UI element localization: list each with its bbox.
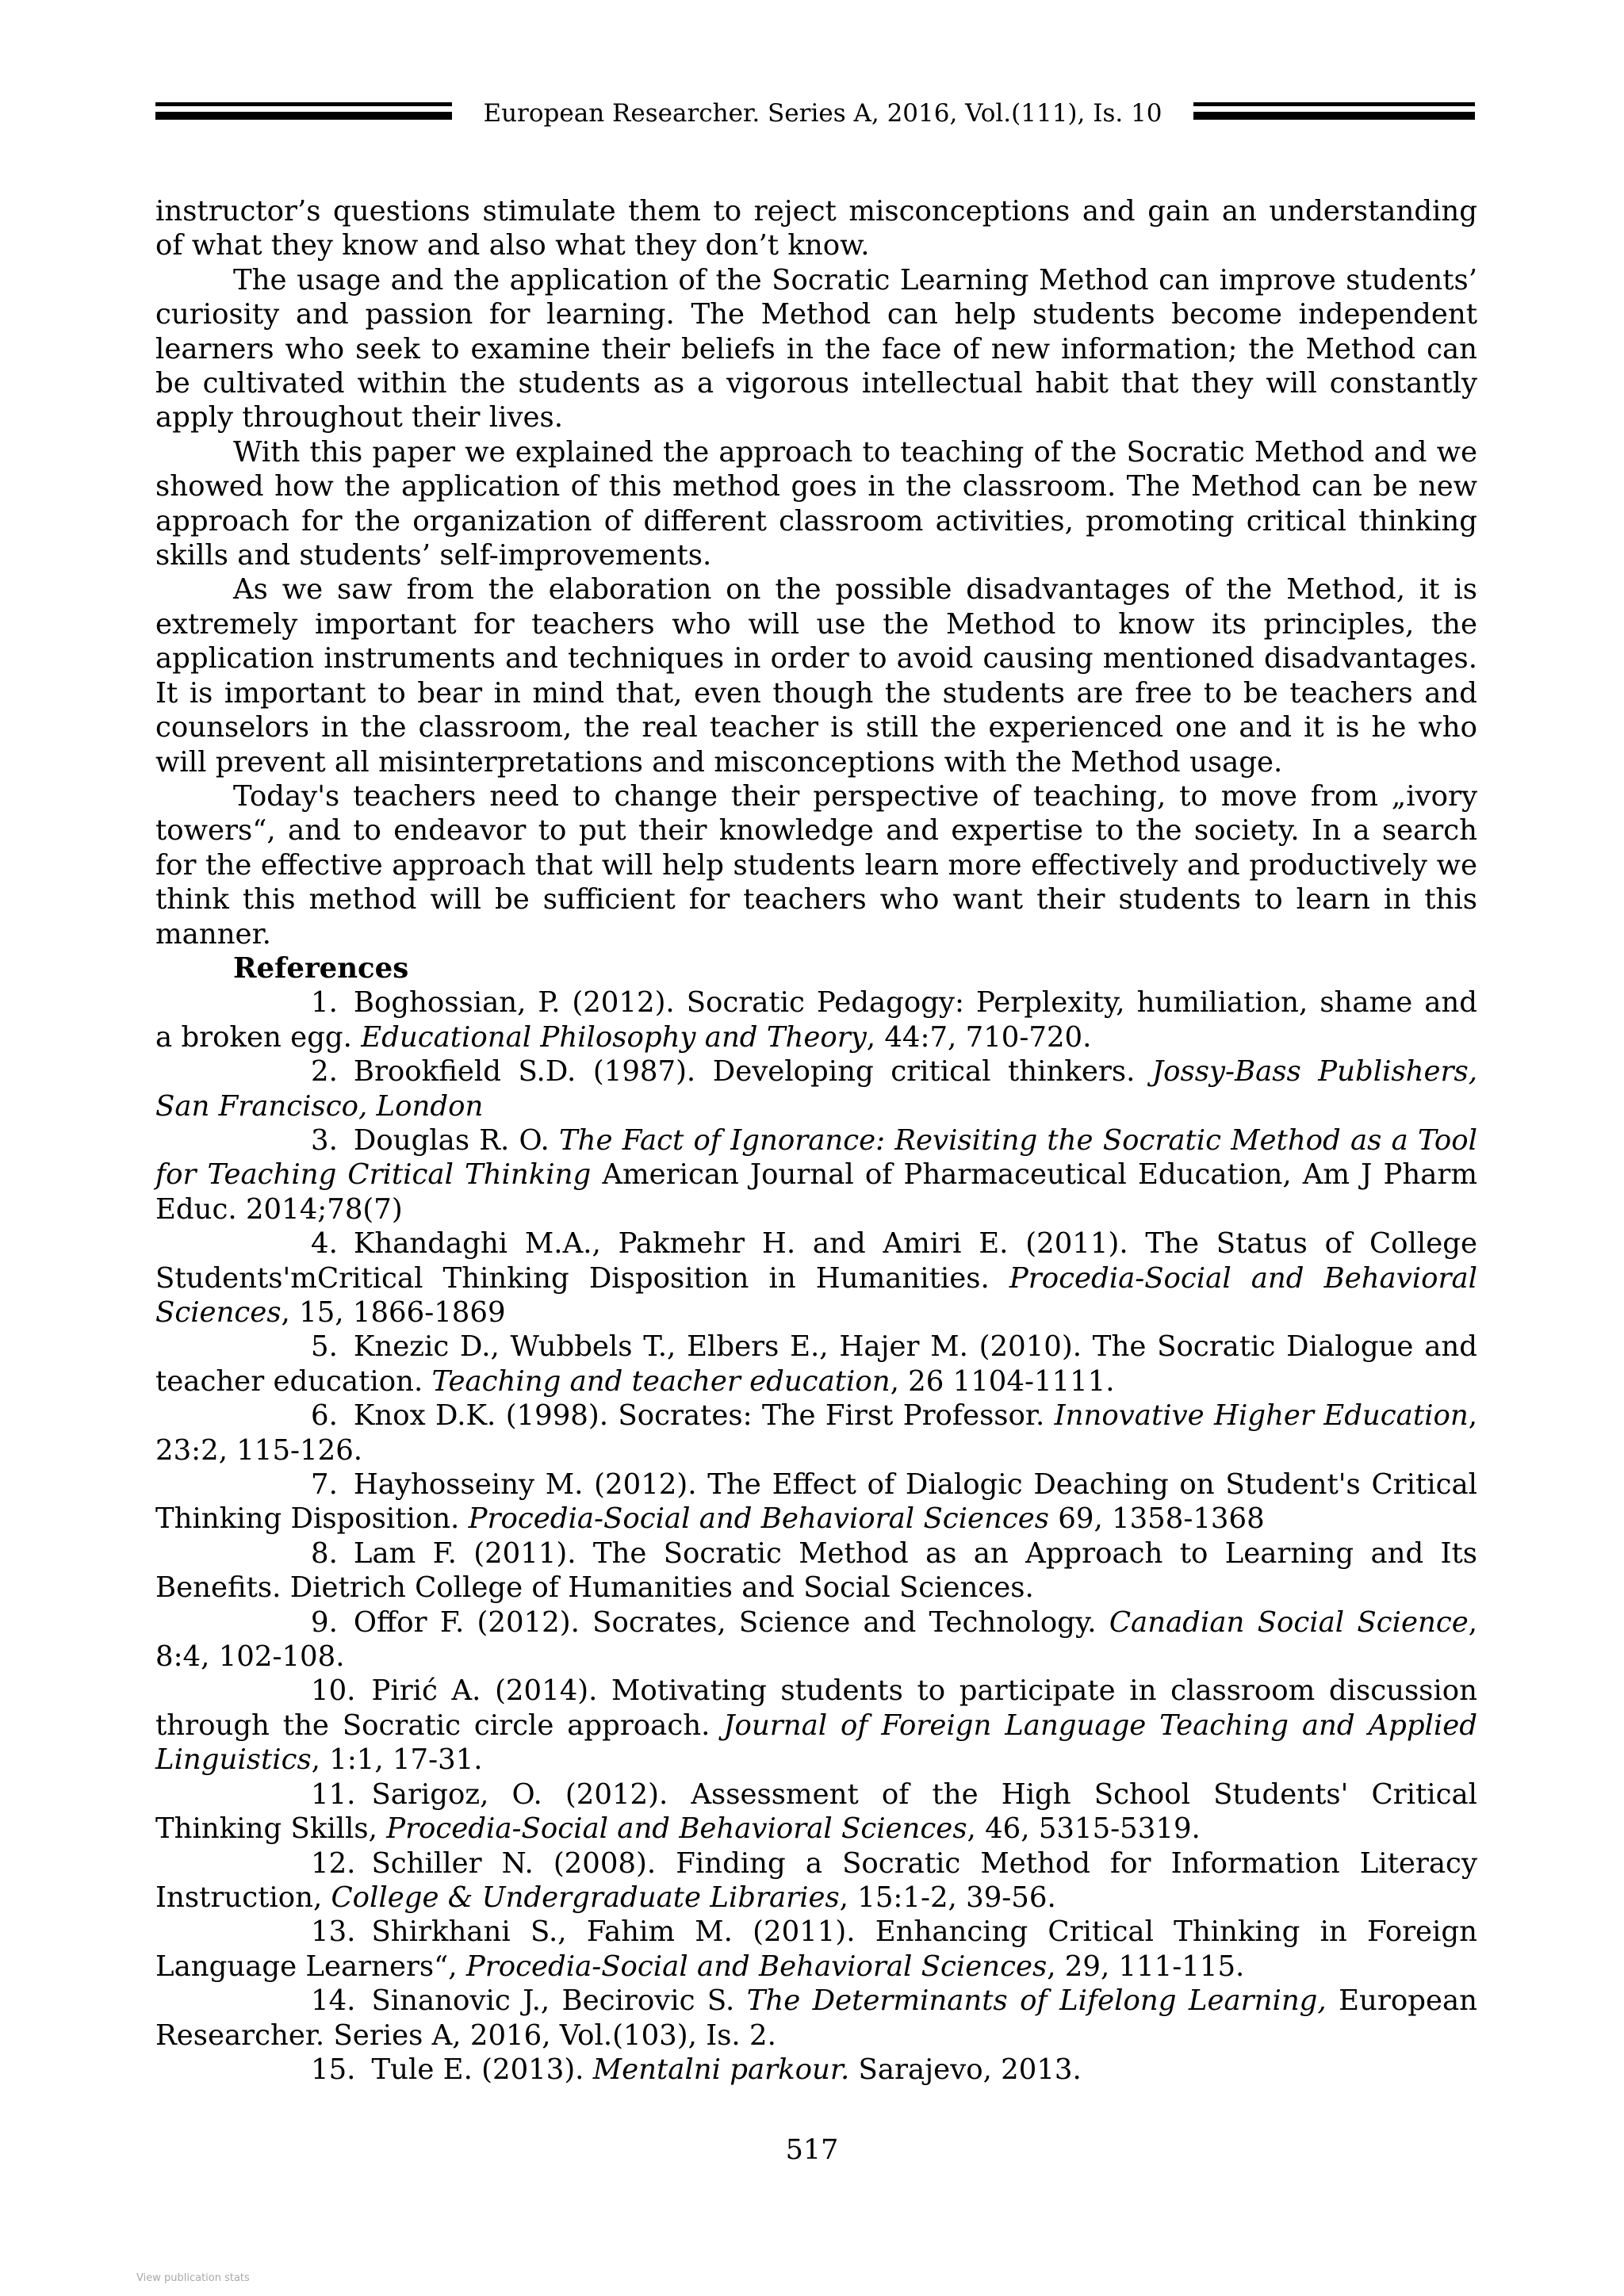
reference-details: 69, 1358-1368 bbox=[1048, 1502, 1265, 1536]
reference-text: Knox D.K. (1998). Socrates: The First Professor. bbox=[353, 1399, 1055, 1433]
page-number: 517 bbox=[785, 2134, 839, 2166]
reference-item bbox=[155, 1054, 1477, 1123]
reference-list bbox=[155, 985, 1477, 2087]
reference-text: Lam F. (2011). The Socratic Method as an Approach to Learning and Its Benefits. Dietrich College of Humanities and Social Sciences. bbox=[155, 1536, 1477, 1605]
reference-item bbox=[155, 1984, 1477, 2053]
body-paragraph: With this paper we explained the approach to teaching of the Socratic Method and we showed how the application of this method goes in the classroom. The Method can be new approach for the organization of different classroom activities, promoting critical thinking skills and students’ self-improvements. bbox=[155, 435, 1477, 572]
reference-source: Innovative Higher Education bbox=[1054, 1399, 1469, 1433]
reference-item bbox=[155, 1468, 1477, 1536]
body-paragraph: The usage and the application of the Socratic Learning Method can improve students’ curiosity and passion for learning. The Method can help students become independent learners who seek to examine their beliefs in the face of new information; the Method can be cultivated within the students as a vigorous intellectual habit that they will constantly apply throughout their lives. bbox=[155, 263, 1477, 434]
references-heading: References bbox=[233, 951, 409, 985]
reference-details: , 26 1104-1111. bbox=[890, 1364, 1115, 1398]
body-paragraph: As we saw from the elaboration on the possible disadvantages of the Method, it is extremely important for teachers who will use the Method to know its principles, the application instruments and techniques in order to avoid causing mentioned disadvantages. It is important to bear in mind that, even though the students are free to be teachers and counselors in the classroom, the real teacher is still the experienced one and it is he who will prevent all misinterpretations and misconceptions with the Method usage. bbox=[155, 573, 1477, 779]
reference-item bbox=[155, 1605, 1477, 1674]
reference-text: Shirkhani S., Fahim M. (2011). Enhancing Critical Thinking in Foreign Language Learners“, bbox=[155, 1915, 1477, 1983]
reference-details: , 15, 1866-1869 bbox=[281, 1296, 506, 1329]
reference-item bbox=[155, 1226, 1477, 1330]
reference-text: Sarigoz, O. (2012). Assessment of the High School Students' Critical Thinking Skills, bbox=[155, 1777, 1477, 1846]
reference-number: 5. bbox=[311, 1330, 338, 1364]
reference-number: 11. bbox=[311, 1777, 356, 1811]
reference-number: 1. bbox=[311, 986, 338, 1020]
reference-number: 14. bbox=[311, 1984, 356, 2018]
reference-item bbox=[155, 1846, 1477, 1915]
reference-source: Jossy-Bass Publishers, San Francisco, London bbox=[155, 1055, 1477, 1123]
reference-text: Douglas R. O. bbox=[353, 1123, 559, 1157]
reference-number: 4. bbox=[311, 1227, 338, 1261]
reference-source: The Determinants of Lifelong Learning, bbox=[746, 1984, 1327, 2018]
reference-item bbox=[155, 1123, 1477, 1226]
reference-number: 10. bbox=[311, 1674, 356, 1708]
reference-details: , 44:7, 710-720. bbox=[866, 1020, 1092, 1054]
reference-source: Teaching and teacher education bbox=[431, 1364, 891, 1398]
reference-item bbox=[155, 1674, 1477, 1777]
reference-source: Mentalni parkour. bbox=[592, 2053, 850, 2086]
reference-text: Sinanovic J., Becirovic S. bbox=[371, 1984, 747, 2018]
view-publication-stats-link[interactable]: View publication stats bbox=[136, 2272, 250, 2284]
reference-source: Procedia-Social and Behavioral Sciences bbox=[465, 1950, 1048, 1983]
reference-number: 12. bbox=[311, 1846, 356, 1880]
header-rule-right bbox=[1193, 102, 1475, 124]
reference-source: The Fact of Ignorance: Revisiting the Socratic Method as a Tool for Teaching Critical Thinking bbox=[155, 1123, 1477, 1192]
reference-source: Procedia-Social and Behavioral Sciences bbox=[468, 1502, 1049, 1536]
reference-details: , 1:1, 17-31. bbox=[311, 1743, 483, 1777]
header-rule-left bbox=[155, 102, 452, 124]
reference-number: 2. bbox=[311, 1055, 338, 1089]
reference-details: , 46, 5315-5319. bbox=[967, 1812, 1201, 1846]
article-body bbox=[155, 194, 1477, 2087]
reference-source: Procedia-Social and Behavioral Sciences bbox=[155, 1261, 1477, 1329]
reference-details: , 8:4, 102-108. bbox=[155, 1605, 1478, 1674]
reference-details: , 15:1-2, 39-56. bbox=[839, 1881, 1056, 1914]
body-paragraph: Today's teachers need to change their perspective of teaching, to move from „ivory towers“, and to endeavor to put their knowledge and expertise to the society. In a search for the effective approach that will help students learn more effectively and productively we think this method will be sufficient for teachers who want their students to learn in this manner. bbox=[155, 779, 1477, 951]
reference-details: European Researcher. Series A, 2016, Vol.(103), Is. 2. bbox=[155, 1984, 1477, 2052]
reference-source: Canadian Social Science bbox=[1109, 1605, 1469, 1639]
reference-text: Hayhosseiny M. (2012). The Effect of Dialogic Deaching on Student's Critical Thinking Disposition. bbox=[155, 1468, 1477, 1536]
reference-text: Offor F. (2012). Socrates, Science and Technology. bbox=[353, 1605, 1109, 1639]
reference-text: Knezic D., Wubbels T., Elbers E., Hajer M. (2010). The Socratic Dialogue and teacher education. bbox=[155, 1330, 1477, 1398]
reference-source: Journal of Foreign Language Teaching and Applied Linguistics bbox=[155, 1709, 1477, 1777]
reference-details: , 23:2, 115-126. bbox=[155, 1399, 1477, 1467]
reference-item bbox=[155, 2053, 1477, 2087]
reference-item bbox=[155, 1399, 1477, 1468]
reference-item bbox=[155, 1777, 1477, 1846]
reference-number: 7. bbox=[311, 1468, 338, 1502]
journal-title: European Researcher. Series A, 2016, Vol.(111), Is. 10 bbox=[483, 99, 1162, 128]
reference-number: 9. bbox=[311, 1605, 338, 1639]
reference-text: Tule E. (2013). bbox=[371, 2053, 593, 2086]
reference-number: 13. bbox=[311, 1915, 356, 1949]
reference-item bbox=[155, 1330, 1477, 1399]
reference-details: , 29, 111-115. bbox=[1047, 1950, 1245, 1983]
reference-text: Boghossian, P. (2012). Socratic Pedagogy: Perplexity, humiliation, shame and a broken egg. bbox=[155, 986, 1477, 1054]
reference-number: 8. bbox=[311, 1536, 338, 1570]
reference-details: Sarajevo, 2013. bbox=[849, 2053, 1082, 2086]
reference-text: Brookfield S.D. (1987). Developing critical thinkers. bbox=[353, 1055, 1152, 1089]
reference-number: 15. bbox=[311, 2053, 356, 2086]
running-header bbox=[155, 94, 1475, 133]
reference-text: Schiller N. (2008). Finding a Socratic Method for Information Literacy Instruction, bbox=[155, 1846, 1477, 1914]
reference-number: 6. bbox=[311, 1399, 338, 1433]
reference-item bbox=[155, 1536, 1477, 1605]
reference-item bbox=[155, 1915, 1477, 1984]
reference-source: Educational Philosophy and Theory bbox=[361, 1020, 867, 1054]
reference-source: College & Undergraduate Libraries bbox=[331, 1881, 840, 1914]
reference-item bbox=[155, 985, 1477, 1054]
reference-text: Khandaghi M.A., Pakmehr H. and Amiri E. (2011). The Status of College Students'mCritical Thinking Disposition in Humanities. bbox=[155, 1227, 1477, 1295]
reference-text: Pirić A. (2014). Motivating students to participate in classroom discussion through the Socratic circle approach. bbox=[155, 1674, 1477, 1742]
body-paragraph: instructor’s questions stimulate them to reject misconceptions and gain an understanding of what they know and also what they don’t know. bbox=[155, 195, 1477, 262]
reference-number: 3. bbox=[311, 1123, 338, 1157]
reference-details: American Journal of Pharmaceutical Education, Am J Pharm Educ. 2014;78(7) bbox=[155, 1158, 1478, 1226]
reference-source: Procedia-Social and Behavioral Sciences bbox=[386, 1812, 967, 1846]
